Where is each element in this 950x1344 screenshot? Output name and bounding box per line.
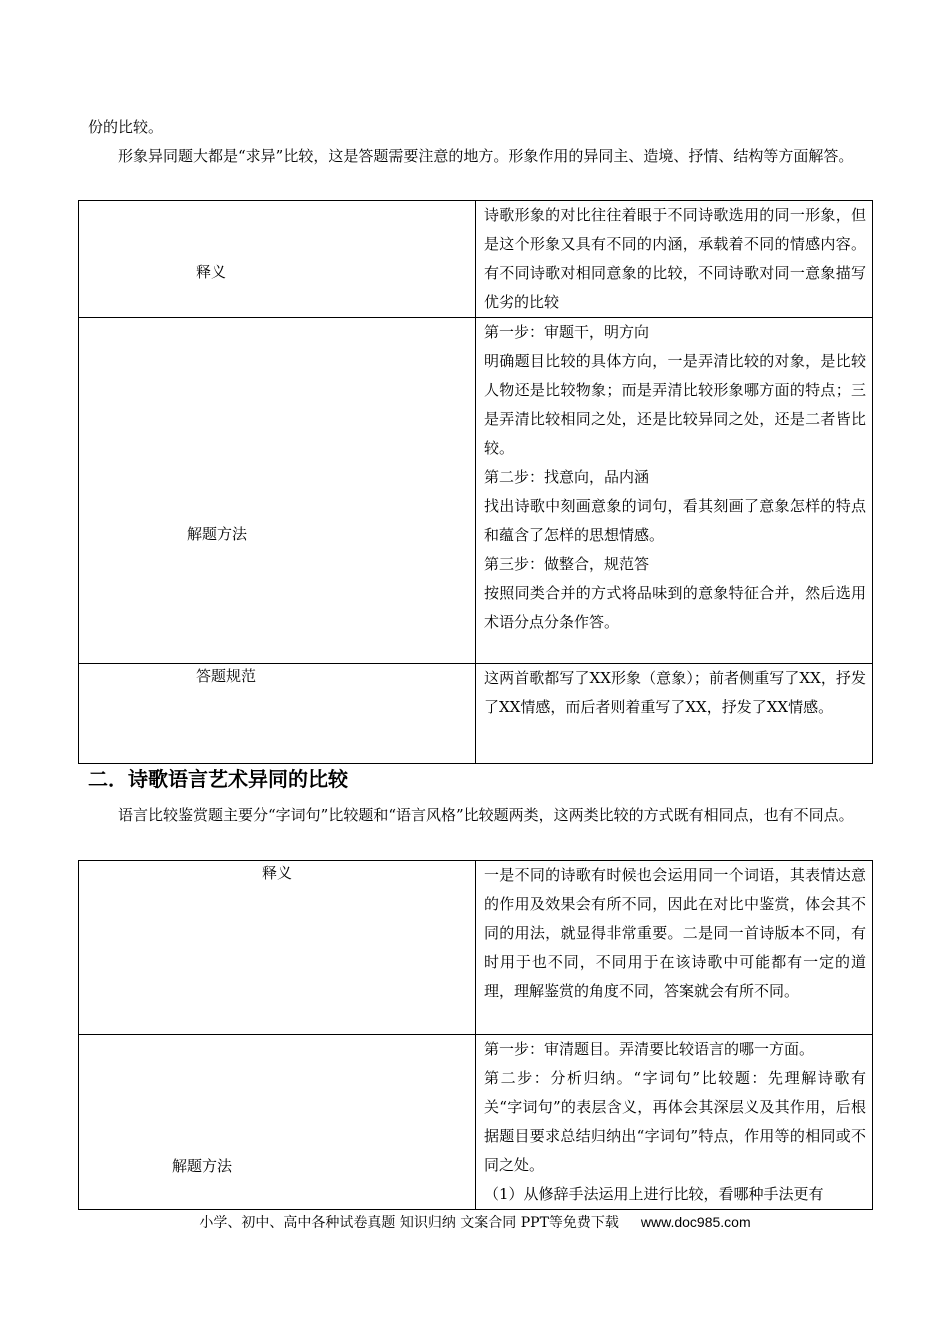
table-row (79, 1035, 873, 1210)
page-footer (0, 1210, 950, 1235)
step-heading: 第一步：审清题目。弄清要比较语言的哪一方面。 (484, 1040, 815, 1058)
row-text: 诗歌形象的对比往往着眼于不同诗歌选用的同一形象，但是这个形象又具有不同的内涵，承载着不同的情感内容。有不同诗歌对相同意象的比较，不同诗歌对同一意象描写优劣的比较 (484, 206, 866, 311)
step-text: （1）从修辞手法运用上进行比较，看哪种手法更有 (484, 1185, 824, 1203)
step-text: 第二步：分析归纳。“字词句”比较题：先理解诗歌有关“字词句”的表层含义，再体会其深层义及其作用，后根据题目要求总结归纳出“字词句”特点，作用等的相同或不同之处。 (484, 1069, 866, 1174)
row-content-cell (476, 1035, 873, 1210)
row-content-cell (476, 861, 873, 1035)
table-row (79, 861, 873, 1035)
row-label-cell (79, 1035, 476, 1210)
step-text: 找出诗歌中刻画意象的词句，看其刻画了意象怎样的特点和蕴含了怎样的思想情感。 (484, 497, 866, 544)
row-content-cell (476, 201, 873, 318)
step-heading: 第二步：找意向，品内涵 (484, 468, 650, 486)
language-comparison-table (78, 860, 873, 1210)
step-heading: 第三步：做整合，规范答 (484, 555, 650, 573)
intro-paragraph: 形象异同题大都是“求异”比较，这是答题需要注意的地方。形象作用的异同主、造境、抒情、结构等方面解答。 (118, 147, 854, 165)
footer-text: 小学、初中、高中各种试卷真题 知识归纳 文案合同 PPT等免费下载 (199, 1215, 619, 1231)
table-row (79, 201, 873, 318)
row-label-cell (79, 664, 476, 764)
intro-continuation: 份的比较。 (88, 118, 164, 136)
step-text: 明确题目比较的具体方向，一是弄清比较的对象，是比较人物还是比较物象；而是弄清比较形象哪方面的特点；三是弄清比较相同之处，还是比较异同之处，还是二者皆比较。 (484, 352, 866, 457)
table-row (79, 664, 873, 764)
row-label: 释义 (196, 263, 227, 281)
row-label-cell (79, 201, 476, 318)
row-label-cell (79, 861, 476, 1035)
row-label: 答题规范 (196, 667, 257, 685)
row-label: 解题方法 (172, 1157, 233, 1175)
step-heading: 第一步：审题干，明方向 (484, 323, 650, 341)
table-row (79, 318, 873, 664)
row-label: 释义 (262, 864, 293, 882)
row-content-cell (476, 664, 873, 764)
image-comparison-table (78, 200, 873, 764)
row-text: 这两首歌都写了XX形象（意象）；前者侧重写了XX，抒发了XX情感，而后者则着重写了XX，抒发了XX情感。 (484, 669, 866, 716)
row-label-cell (79, 318, 476, 664)
section-heading: 二．诗歌语言艺术异同的比较 (88, 767, 348, 791)
row-content-cell (476, 318, 873, 664)
step-text: 按照同类合并的方式将品味到的意象特征合并，然后选用术语分点分条作答。 (484, 584, 866, 631)
row-label: 解题方法 (187, 525, 248, 543)
footer-url[interactable]: www.doc985.com (640, 1214, 751, 1230)
section-paragraph: 语言比较鉴赏题主要分“字词句”比较题和“语言风格”比较题两类，这两类比较的方式既有相同点，也有不同点。 (118, 806, 854, 824)
row-text: 一是不同的诗歌有时候也会运用同一个词语，其表情达意的作用及效果会有所不同，因此在对比中鉴赏，体会其不同的用法，就显得非常重要。二是同一首诗版本不同，有时用于也不同，不同用于在该诗歌中可能都有一定的道理，理解鉴赏的角度不同，答案就会有所不同。 (484, 866, 866, 1000)
